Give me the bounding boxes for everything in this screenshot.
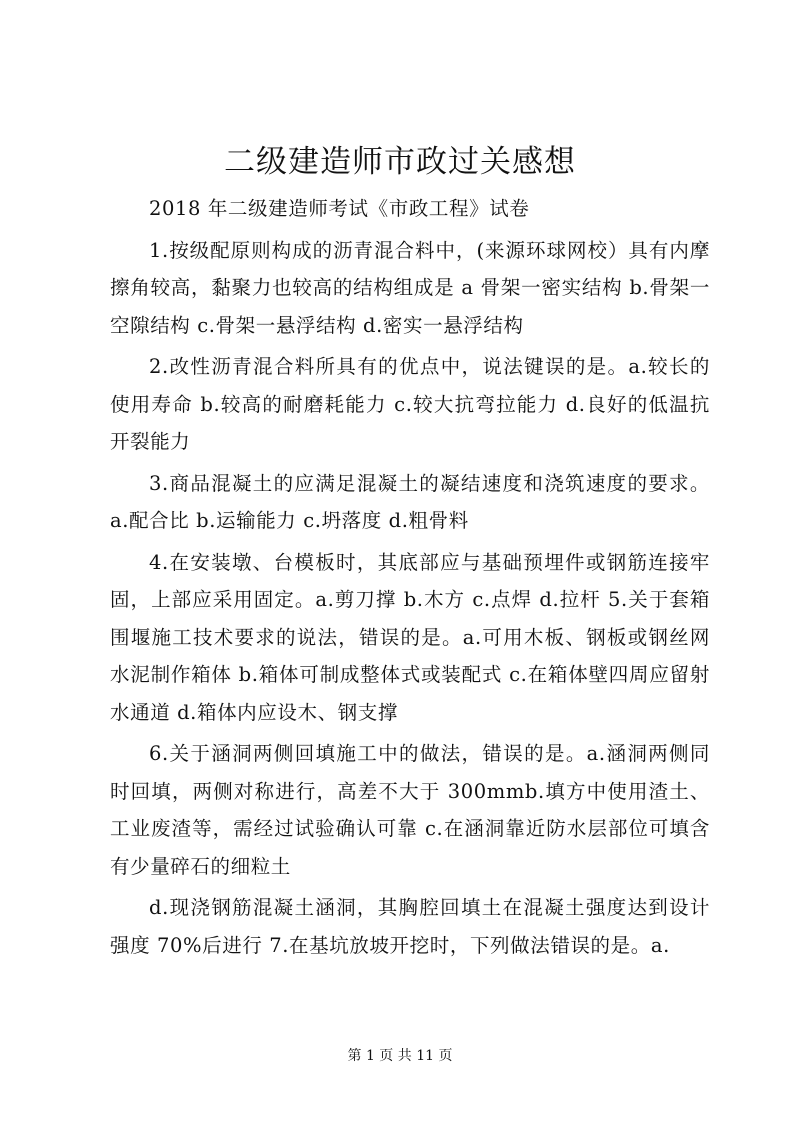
paragraph-question-6: 6.关于涵洞两侧回填施工中的做法，错误的是。a.涵洞两侧同时回填，两侧对称进行，高差不大于 300mmb.填方中使用渣土、工业废渣等，需经过试验确认可靠 c.在涵洞靠近防水层部位可填含有少量碎石的细粒土 (110, 742, 710, 878)
paragraph-exam-heading: 2018 年二级建造师考试《市政工程》试卷 (149, 197, 530, 220)
paragraph-question-3: 3.商品混凝土的应满足混凝土的凝结速度和浇筑速度的要求。a.配合比 b.运输能力 c.坍落度 d.粗骨料 (110, 471, 710, 532)
paragraph-question-1: 1.按级配原则构成的沥青混合料中，(来源环球网校）具有内摩擦角较高，黏聚力也较高的结构组成是 a 骨架一密实结构 b.骨架一空隙结构 c.骨架一悬浮结构 d.密实一悬浮结构 (110, 238, 710, 337)
paragraph-question-4-5: 4.在安装墩、台模板时，其底部应与基础预埋件或钢筋连接牢固，上部应采用固定。a.剪刀撑 b.木方 c.点焊 d.拉杆 5.关于套箱围堰施工技术要求的说法，错误的是。a.可用木板、钢板或钢丝网水泥制作箱体 b.箱体可制成整体式或装配式 c.在箱体壁四周应留射水通道 d.箱体内应设木、钢支撑 (110, 550, 710, 724)
paragraph-question-6d-7: d.现浇钢筋混凝土涵洞，其胸腔回填土在混凝土强度达到设计强度 70%后进行 7.在基坑放坡开挖时，下列做法错误的是。a. (110, 896, 710, 957)
document-body (110, 190, 710, 968)
document-title: 二级建造师市政过关感想 (224, 144, 576, 180)
page-footer: 第 1 页 共 11 页 (347, 1048, 453, 1064)
paragraph-question-2: 2.改性沥青混合料所具有的优点中，说法键误的是。a.较长的使用寿命 b.较高的耐磨耗能力 c.较大抗弯拉能力 d.良好的低温抗开裂能力 (110, 355, 710, 453)
